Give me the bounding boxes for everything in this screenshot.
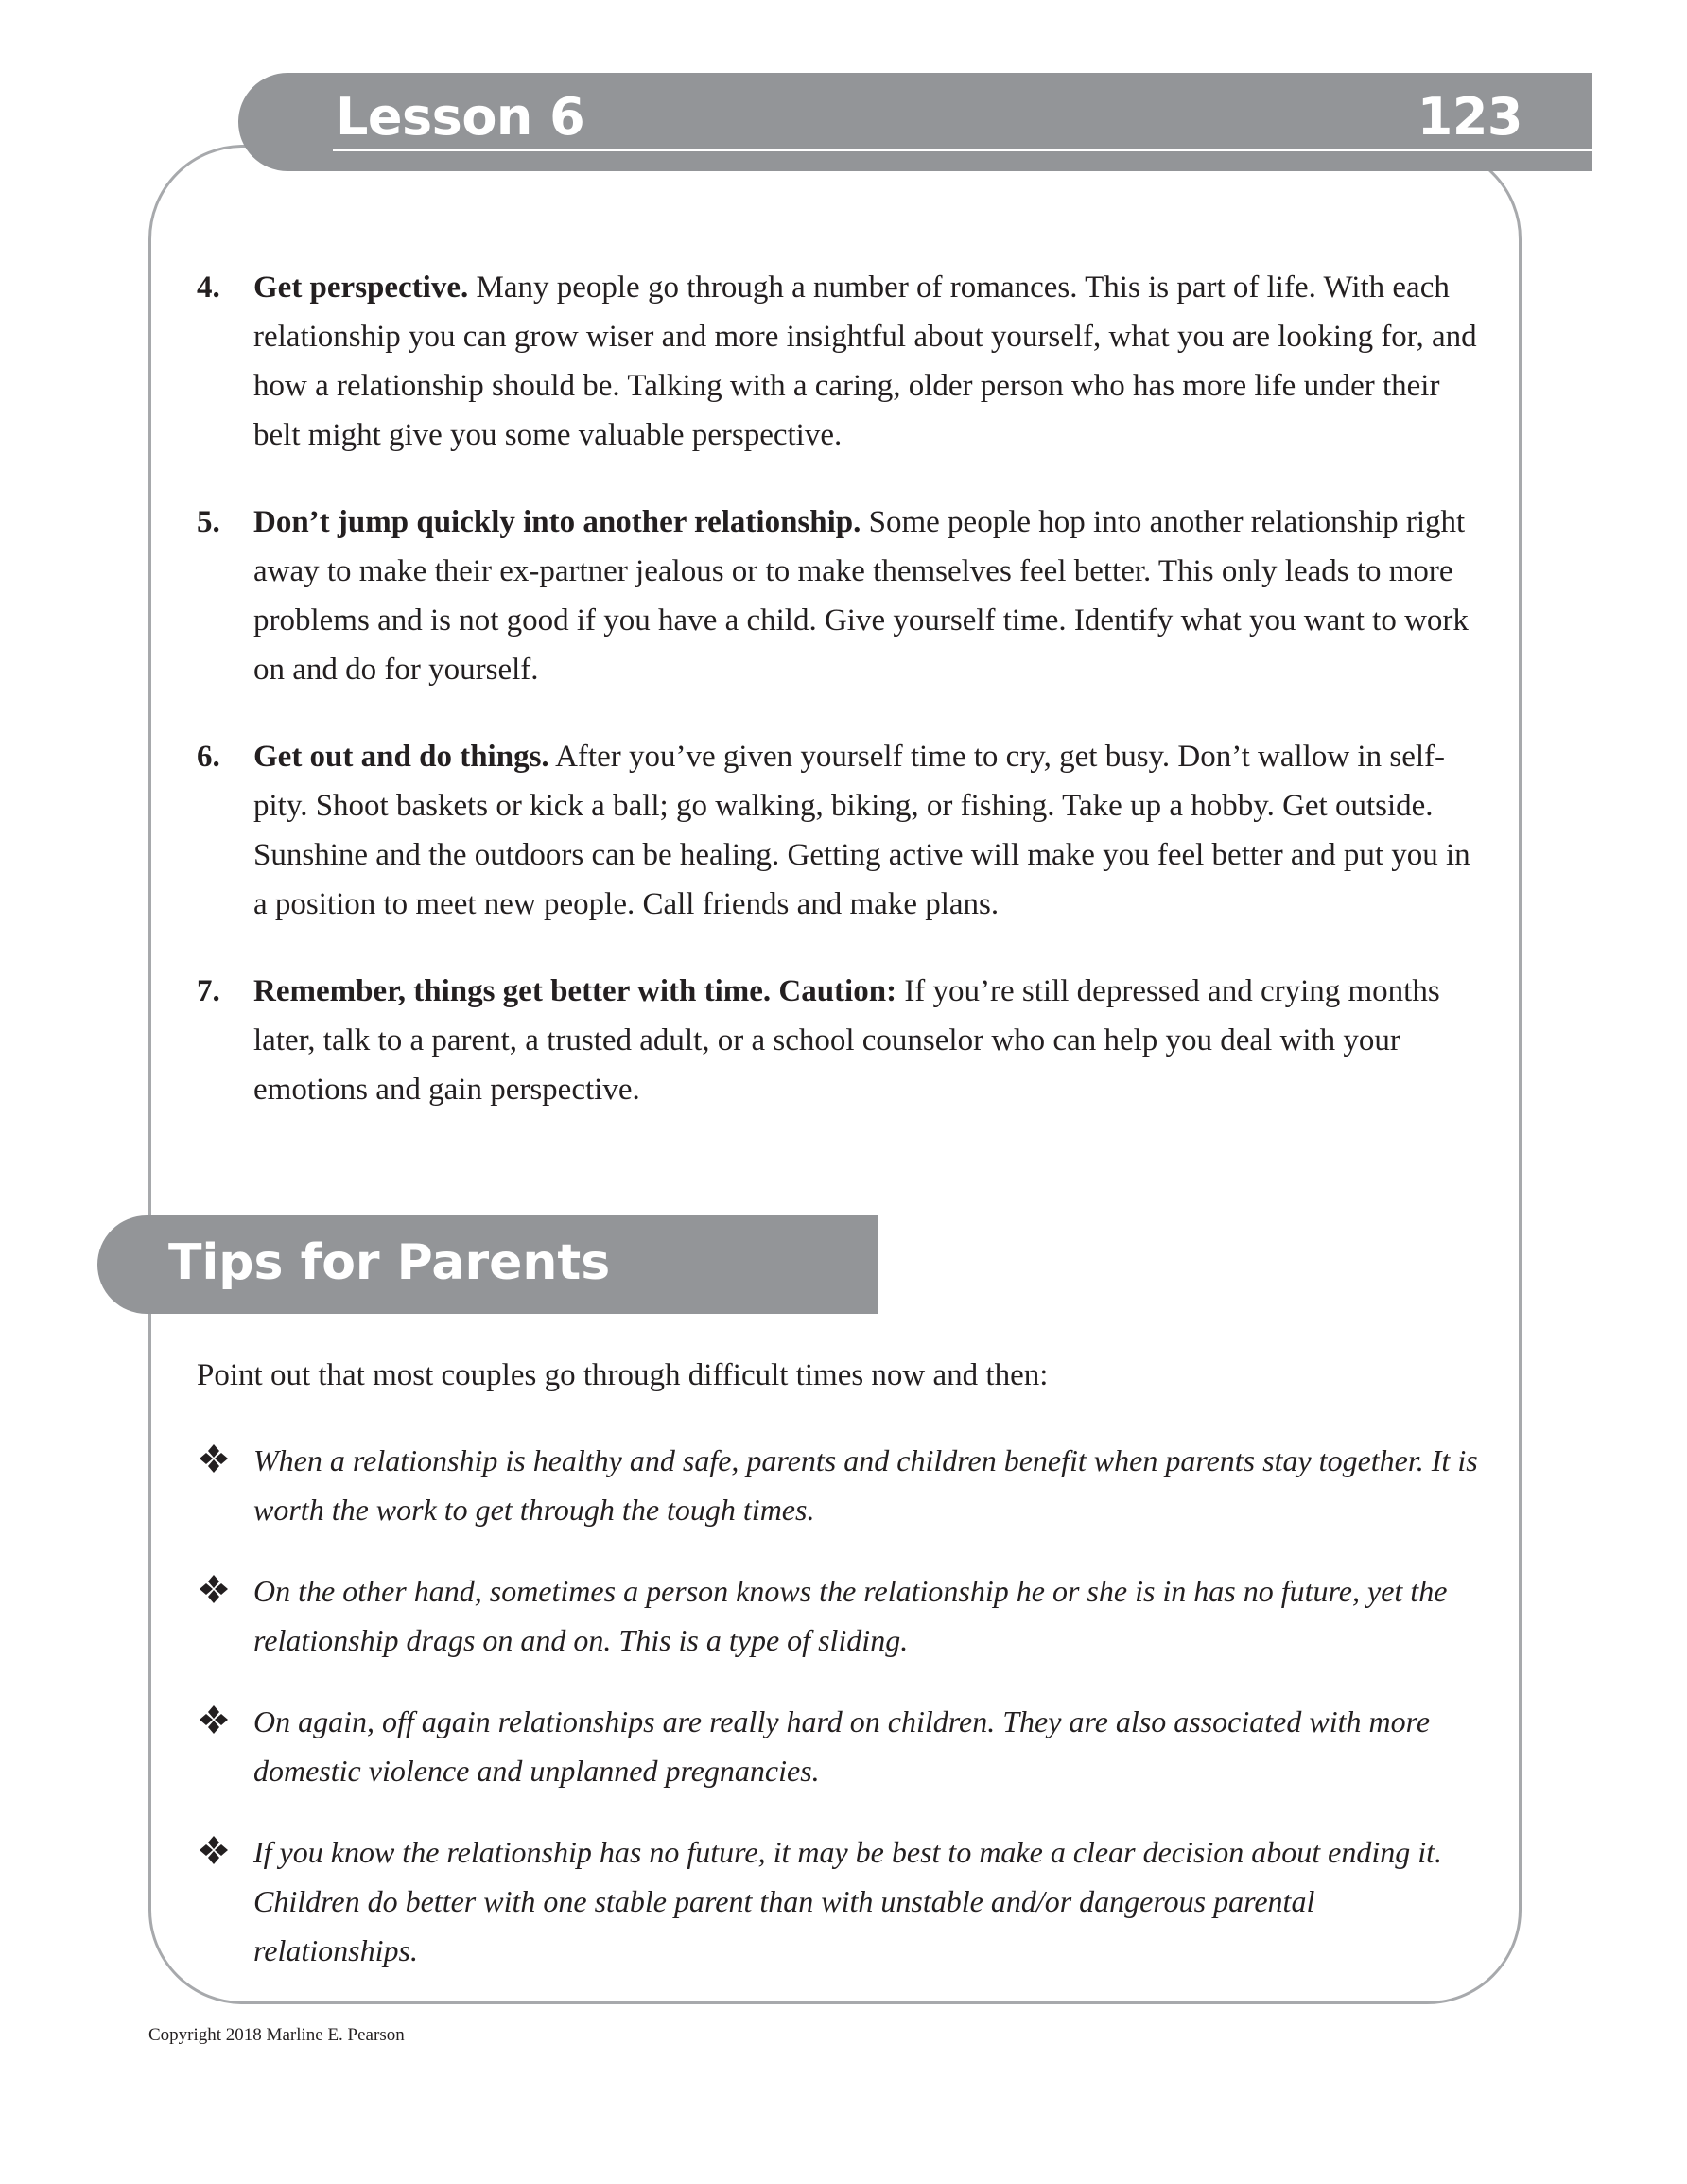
numbered-list: [197, 263, 1483, 1152]
list-item: [197, 263, 1483, 460]
item-text: After you’ve given yourself time to cry, get busy. Don’t wallow in self-pity. Shoot baskets or kick a ball; go walking, biking, or fishing. Take up a hobby. Get outside. Sunshine and the outdoors can be healing. Getting active will make you feel better and put you in a position to meet new people. Call friends and make plans.: [253, 740, 1470, 921]
item-lead: Get perspective.: [253, 271, 469, 305]
tip-text: On the other hand, sometimes a person knows the relationship he or she is in has no future, yet the relationship drags on and on. This is a type of sliding.: [253, 1574, 1448, 1657]
tips-section-title: Tips for Parents: [168, 1234, 611, 1291]
lesson-title: Lesson 6: [336, 87, 585, 147]
item-lead: Get out and do things.: [253, 740, 549, 774]
tip-text: On again, off again relationships are really hard on children. They are also associated with more domestic violence and unplanned pregnancies.: [253, 1704, 1431, 1788]
copyright-notice: Copyright 2018 Marline E. Pearson: [148, 2025, 405, 2045]
tip-item: [197, 1566, 1483, 1665]
item-lead: Don’t jump quickly into another relationship.: [253, 505, 861, 539]
item-number: 6.: [197, 740, 220, 774]
list-item: [197, 732, 1483, 929]
four-diamond-ornament-icon: [199, 1835, 229, 1865]
item-number: 4.: [197, 271, 220, 305]
tip-item: [197, 1697, 1483, 1795]
item-text: Some people hop into another relationship right away to make their ex-partner jealous or to make themselves feel better. This only leads to more problems and is not good if you have a child. Give yourself time. Identify what you want to work on and do for yourself.: [253, 505, 1469, 687]
tips-bullet-list: [197, 1436, 1483, 2007]
header-rule: [333, 149, 1592, 151]
tip-item: [197, 1827, 1483, 1975]
list-item: [197, 967, 1483, 1114]
tip-item: [197, 1436, 1483, 1534]
item-text: Many people go through a number of romances. This is part of life. With each relationship you can grow wiser and more insightful about yourself, what you are looking for, and how a relationship should be. Talking with a caring, older person who has more life under their belt might give you some valuable perspective.: [253, 271, 1477, 452]
four-diamond-ornament-icon: [199, 1574, 229, 1604]
tip-text: If you know the relationship has no future, it may be best to make a clear decision about ending it. Children do better with one stable parent than with unstable and/or dangerous parental relationships.: [253, 1835, 1442, 1967]
tips-intro: Point out that most couples go through difficult times now and then:: [197, 1358, 1049, 1392]
tip-text: When a relationship is healthy and safe, parents and children benefit when parents stay together. It is worth the work to get through the tough times.: [253, 1443, 1478, 1527]
four-diamond-ornament-icon: [199, 1443, 229, 1474]
item-number: 7.: [197, 974, 220, 1008]
item-lead: Remember, things get better with time. Caution:: [253, 974, 897, 1008]
page-number: 123: [1417, 87, 1522, 147]
list-item: [197, 498, 1483, 694]
four-diamond-ornament-icon: [199, 1704, 229, 1735]
item-number: 5.: [197, 505, 220, 539]
item-text: If you’re still depressed and crying months later, talk to a parent, a trusted adult, or a school counselor who can help you deal with your emotions and gain perspective.: [253, 974, 1440, 1107]
